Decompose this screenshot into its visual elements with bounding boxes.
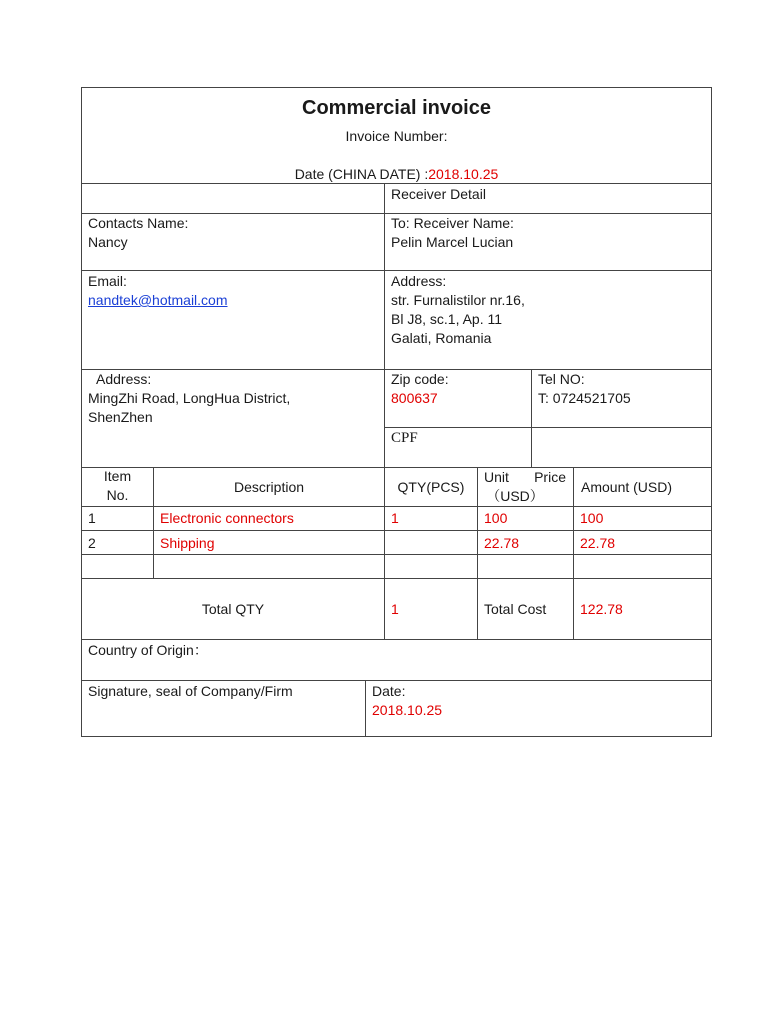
total-cost-label: Total Cost bbox=[484, 601, 547, 617]
sender-address-line: ShenZhen bbox=[88, 409, 153, 425]
row3-unit-price-cell bbox=[477, 554, 574, 579]
row2-description: Shipping bbox=[160, 535, 215, 551]
th-unit-word: Unit bbox=[484, 469, 509, 485]
zip-label: Zip code: bbox=[391, 371, 449, 387]
th-item-label: Item bbox=[103, 468, 132, 484]
receiver-address-line: Bl J8, sc.1, Ap. 11 bbox=[391, 311, 503, 327]
signature-label: Signature, seal of Company/Firm bbox=[88, 683, 293, 699]
tel-label: Tel NO: bbox=[538, 371, 585, 387]
receiver-name-label: To: Receiver Name: bbox=[391, 215, 514, 231]
contacts-value: Nancy bbox=[88, 234, 128, 250]
total-qty-label: Total QTY bbox=[201, 601, 265, 617]
row1-no: 1 bbox=[88, 510, 96, 526]
sender-address-label: Address: bbox=[96, 371, 152, 387]
row2-unit-price: 22.78 bbox=[484, 535, 520, 551]
receiver-address-line: str. Furnalistilor nr.16, bbox=[391, 292, 525, 308]
footer-date-value: 2018.10.25 bbox=[372, 702, 443, 718]
row2-qty-cell bbox=[384, 530, 478, 555]
country-label: Country of Origin： bbox=[88, 642, 208, 658]
th-item-label: No. bbox=[106, 487, 129, 503]
th-unit-price-label bbox=[484, 468, 566, 487]
row3-amount-cell bbox=[573, 554, 712, 579]
receiver-detail-label: Receiver Detail bbox=[391, 186, 486, 202]
sender-address-line: MingZhi Road, LongHua District, bbox=[88, 390, 291, 406]
cpf-label: CPF bbox=[391, 430, 418, 446]
th-qty-label: QTY(PCS) bbox=[397, 479, 465, 495]
row2-amount: 22.78 bbox=[580, 535, 616, 551]
th-unit-currency: （USD） bbox=[486, 488, 544, 504]
email-link[interactable]: nandtek@hotmail.com bbox=[88, 292, 228, 308]
row1-unit-price: 100 bbox=[484, 510, 508, 526]
email-label: Email: bbox=[88, 273, 127, 289]
tel-value: T: 0724521705 bbox=[538, 390, 631, 406]
invoice-title: Commercial invoice bbox=[302, 97, 491, 119]
receiver-name-value: Pelin Marcel Lucian bbox=[391, 234, 514, 250]
row3-qty-cell bbox=[384, 554, 478, 579]
th-description-label: Description bbox=[233, 479, 305, 495]
receiver-address-label: Address: bbox=[391, 273, 447, 289]
cpf-value-cell bbox=[531, 427, 712, 468]
invoice-date-value: 2018.10.25 bbox=[428, 166, 499, 182]
contacts-label: Contacts Name: bbox=[88, 215, 189, 231]
th-price-word: Price bbox=[534, 469, 566, 485]
invoice-date-label: Date (CHINA DATE) : bbox=[294, 166, 429, 182]
row2-no: 2 bbox=[88, 535, 96, 551]
total-qty-value: 1 bbox=[391, 601, 399, 617]
blank-sender-header-cell bbox=[81, 183, 385, 214]
row1-description: Electronic connectors bbox=[160, 510, 294, 526]
footer-date-label: Date: bbox=[372, 683, 406, 699]
total-cost-value: 122.78 bbox=[580, 601, 623, 617]
row3-no-cell bbox=[81, 554, 154, 579]
row1-qty: 1 bbox=[391, 510, 399, 526]
invoice-date-line bbox=[81, 165, 712, 184]
zip-value: 800637 bbox=[391, 390, 438, 406]
invoice-number-label: Invoice Number: bbox=[345, 128, 448, 144]
row1-amount: 100 bbox=[580, 510, 604, 526]
th-amount-label: Amount (USD) bbox=[581, 479, 673, 495]
receiver-address-line: Galati, Romania bbox=[391, 330, 492, 346]
row3-description-cell bbox=[153, 554, 385, 579]
